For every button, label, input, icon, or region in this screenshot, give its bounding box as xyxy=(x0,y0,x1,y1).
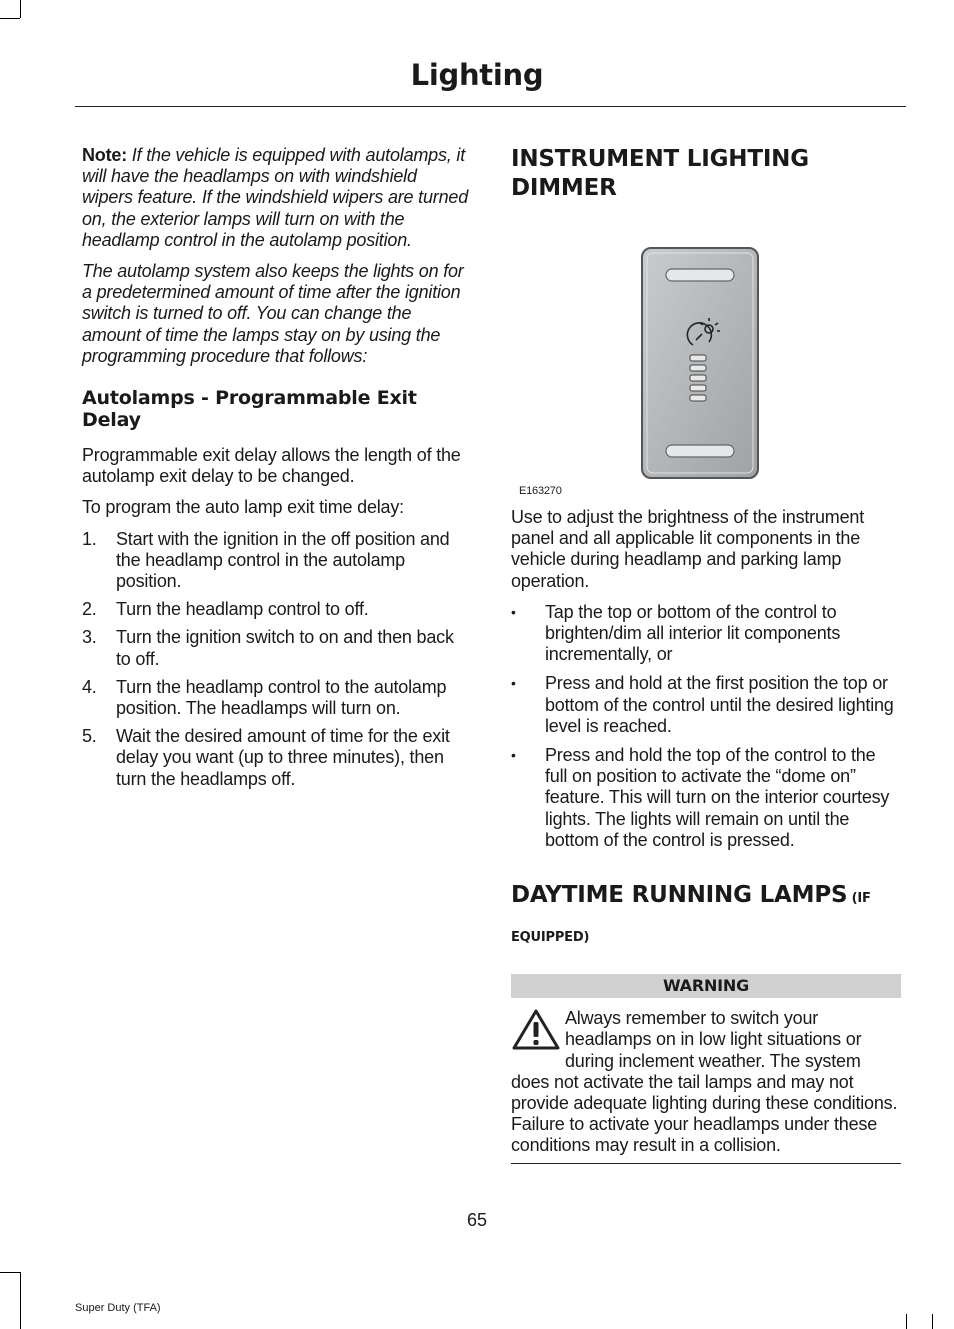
step-number: 3. xyxy=(82,627,97,648)
bullet: • xyxy=(511,675,516,692)
step-text: Start with the ignition in the off position and the headlamp control in the autolamp position. xyxy=(116,528,450,592)
list-item xyxy=(511,602,901,666)
warning-banner: WARNING xyxy=(511,974,901,998)
dimmer-figure xyxy=(511,211,901,501)
list-item xyxy=(82,627,472,669)
warning-triangle-icon xyxy=(511,1008,561,1052)
bullet: • xyxy=(511,747,516,764)
drl-heading-text: DAYTIME RUNNING LAMPS xyxy=(511,882,848,909)
exit-delay-intro: Programmable exit delay allows the length of the autolamp exit delay to be changed. xyxy=(82,445,461,487)
crop-mark xyxy=(20,0,21,18)
program-steps xyxy=(82,529,472,790)
warning-body xyxy=(511,1008,901,1156)
title-divider xyxy=(75,106,906,107)
note-paragraph xyxy=(82,145,472,251)
drl-heading-qualifier: (IF xyxy=(847,891,871,907)
drl-heading-continued: EQUIPPED) xyxy=(511,930,590,946)
list-item xyxy=(82,599,472,620)
footer-model: Super Duty (TFA) xyxy=(75,1302,161,1314)
bullet-text: Press and hold at the first position the top or bottom of the control until the desired lighting level is reached. xyxy=(545,673,894,736)
note-text: If the vehicle is equipped with autolamps, it will have the headlamps on with windshield wipers feature. If the windshield wipers are turned on, the exterior lamps will turn on with the headlamp control in the autolamp position. xyxy=(82,145,469,250)
crop-mark xyxy=(932,1314,933,1329)
crop-mark xyxy=(906,1314,907,1329)
dimmer-switch-illustration xyxy=(641,247,759,479)
dimmer-bullets xyxy=(511,602,901,851)
list-item xyxy=(82,529,472,593)
bullet: • xyxy=(511,603,516,620)
dimmer-paragraph: Use to adjust the brightness of the instrument panel and all applicable lit components in the vehicle during headlamp and parking lamp operation. xyxy=(511,507,864,591)
step-number: 1. xyxy=(82,528,97,549)
autolamp-paragraph: The autolamp system also keeps the lights on for a predetermined amount of time after the ignition switch is turned to off. You can change the amount of time the lamps stay on by using the programming procedure that follows: xyxy=(82,261,464,366)
crop-mark xyxy=(0,1272,20,1273)
exit-delay-heading: Autolamps - Programmable Exit Delay xyxy=(82,387,417,432)
drl-heading xyxy=(511,881,901,913)
right-column xyxy=(511,145,901,1164)
dimmer-heading: INSTRUMENT LIGHTING DIMMER xyxy=(511,146,809,201)
step-number: 2. xyxy=(82,599,97,620)
note-label: Note: xyxy=(82,145,127,165)
figure-id: E163270 xyxy=(519,485,562,497)
step-number: 5. xyxy=(82,726,97,747)
list-item xyxy=(82,726,472,790)
bullet-text: Tap the top or bottom of the control to brighten/dim all interior lit components incrementally, or xyxy=(545,601,841,665)
step-text: Turn the headlamp control to the autolamp position. The headlamps will turn on. xyxy=(116,676,447,719)
step-number: 4. xyxy=(82,676,97,697)
warning-bottom-rule xyxy=(511,1163,901,1164)
page-number: 65 xyxy=(466,1210,488,1230)
program-intro: To program the auto lamp exit time delay: xyxy=(82,497,404,518)
bullet-text: Press and hold the top of the control to the full on position to activate the “dome on” feature. This will turn on the interior courtesy lights. The lights will remain on until the bottom of the control is pressed. xyxy=(545,745,890,850)
list-item xyxy=(82,677,472,719)
crop-mark xyxy=(20,1272,21,1329)
warning-text: Always remember to switch your headlamps on in low light situations or during inclement weather. The system does not activate the tail lamps and may not provide adequate lighting during these conditions. Failure to activate your headlamps under these conditions may result in a collision. xyxy=(511,1008,898,1156)
crop-mark xyxy=(0,18,20,19)
left-column xyxy=(82,145,472,797)
list-item xyxy=(511,745,901,851)
step-text: Turn the headlamp control to off. xyxy=(116,599,369,620)
list-item xyxy=(511,673,901,737)
step-text: Wait the desired amount of time for the exit delay you want (up to three minutes), then turn the headlamps off. xyxy=(116,726,450,789)
page-title: Lighting xyxy=(410,58,544,92)
step-text: Turn the ignition switch to on and then back to off. xyxy=(116,627,454,669)
